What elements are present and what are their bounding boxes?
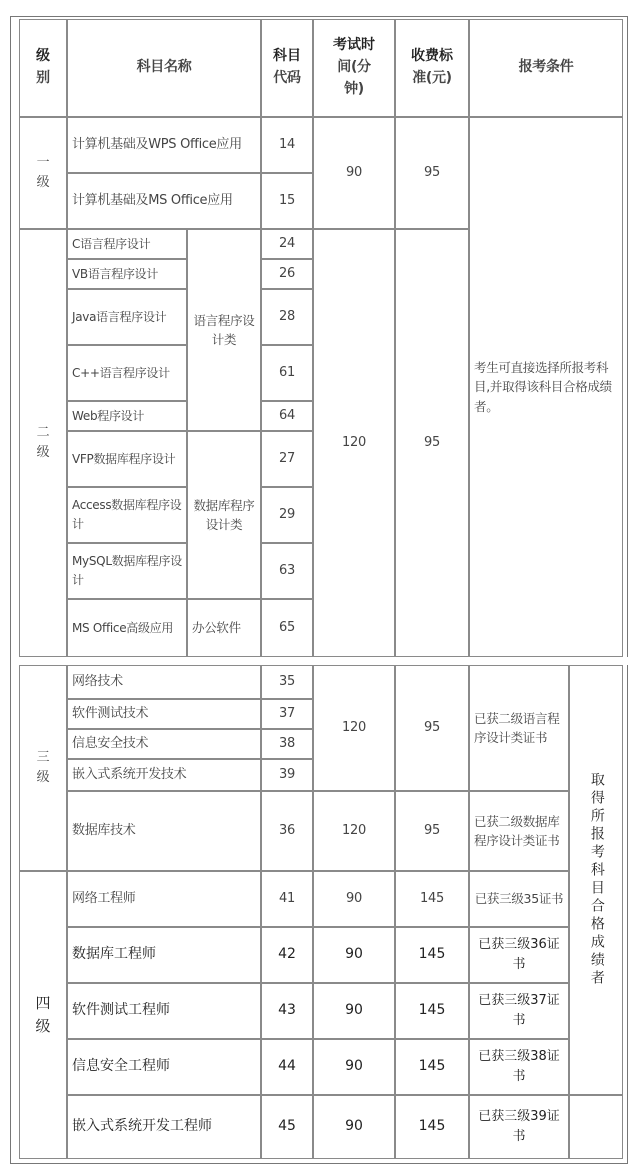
- level1-time: 90: [313, 117, 395, 229]
- level4-row1-time: 90: [313, 871, 395, 927]
- level2-row-mysql: MySQL数据库程序设计: [67, 543, 187, 599]
- level2-condition: 考生可直接选择所报考科目,并取得该科目合格成绩者。: [469, 117, 623, 657]
- level3-label: [19, 665, 67, 871]
- header-level-line2: 别: [36, 70, 50, 86]
- level2-code-java: 28: [261, 289, 313, 345]
- header-fee-line2: 准(元): [412, 70, 452, 86]
- level4-label: [19, 871, 67, 1159]
- level2-code-access: 29: [261, 487, 313, 543]
- level1-row2-code: 15: [261, 173, 313, 229]
- level3-row-network: 网络技术: [67, 665, 261, 699]
- level4-row5-time: 90: [313, 1095, 395, 1159]
- level4-row2-condition: 已获三级36证书: [469, 927, 569, 983]
- level3-group-a-fee: 95: [395, 665, 469, 791]
- header-name: 科目名称: [67, 19, 261, 117]
- level4-row5-code: 45: [261, 1095, 313, 1159]
- level4-row4-time: 90: [313, 1039, 395, 1095]
- exam-table: [10, 16, 628, 1164]
- level4-row4-name: 信息安全工程师: [67, 1039, 261, 1095]
- level4-row4-condition: 已获三级38证书: [469, 1039, 569, 1095]
- level3-row-testing: 软件测试技术: [67, 699, 261, 729]
- header-code-line2: 代码: [273, 70, 301, 86]
- level1-row1-code: 14: [261, 117, 313, 173]
- level2-row-access: Access数据库程序设计: [67, 487, 187, 543]
- level1-label-line1: 一: [36, 154, 50, 170]
- level4-row5-name: 嵌入式系统开发工程师: [67, 1095, 261, 1159]
- level4-row1-code: 41: [261, 871, 313, 927]
- level2-code-cpp: 61: [261, 345, 313, 401]
- level4-label-line2: 级: [35, 1017, 51, 1035]
- level3-code-database: 36: [261, 791, 313, 871]
- level1-fee: 95: [395, 117, 469, 229]
- level4-row4-fee: 145: [395, 1039, 469, 1095]
- header-time-line3: 钟): [344, 80, 364, 97]
- level4-row2-code: 42: [261, 927, 313, 983]
- header-fee: [395, 19, 469, 117]
- level3-group-a-condition: 已获二级语言程序设计类证书: [469, 665, 569, 791]
- level2-code-msoffice: 65: [261, 599, 313, 657]
- level3-row-embedded: 嵌入式系统开发技术: [67, 759, 261, 791]
- level2-code-vb: 26: [261, 259, 313, 289]
- level4-row2-time: 90: [313, 927, 395, 983]
- level1-row1-name: 计算机基础及WPS Office应用: [67, 117, 261, 173]
- header-level-line1: 级: [36, 48, 50, 65]
- level3-row-security: 信息安全技术: [67, 729, 261, 759]
- level4-row3-time: 90: [313, 983, 395, 1039]
- level4-row3-fee: 145: [395, 983, 469, 1039]
- level3-4-side-condition: 取得所报考科目合格成绩者: [569, 665, 623, 1095]
- level3-code-embedded: 39: [261, 759, 313, 791]
- level3-group-a-time: 120: [313, 665, 395, 791]
- level3-group-b-fee: 95: [395, 791, 469, 871]
- level2-code-c: 24: [261, 229, 313, 259]
- level4-row1-condition: 已获三级35证书: [469, 871, 569, 927]
- header-time-line1: 考试时: [333, 37, 375, 54]
- level2-row-cpp: C++语言程序设计: [67, 345, 187, 401]
- level4-row4-code: 44: [261, 1039, 313, 1095]
- level2-fee: 95: [395, 229, 469, 657]
- level2-label-line2: 级: [36, 445, 50, 460]
- table-gap: [11, 657, 629, 665]
- header-code: [261, 19, 313, 117]
- level2-group-office: 办公软件: [187, 599, 261, 657]
- header-fee-line1: 收费标: [411, 48, 453, 65]
- level3-code-network: 35: [261, 665, 313, 699]
- level1-label: [19, 117, 67, 229]
- level4-row3-condition: 已获三级37证书: [469, 983, 569, 1039]
- level4-row1-fee: 145: [395, 871, 469, 927]
- header-time: [313, 19, 395, 117]
- level2-code-mysql: 63: [261, 543, 313, 599]
- level4-side-empty: [569, 1095, 623, 1159]
- level3-code-security: 38: [261, 729, 313, 759]
- level2-group-language: 语言程序设计类: [187, 229, 261, 431]
- level4-row3-name: 软件测试工程师: [67, 983, 261, 1039]
- level2-row-msoffice: MS Office高级应用: [67, 599, 187, 657]
- header-level: [19, 19, 67, 117]
- level4-label-line1: 四: [35, 993, 51, 1012]
- level2-row-vb: VB语言程序设计: [67, 259, 187, 289]
- header-condition: 报考条件: [469, 19, 623, 117]
- level1-label-line2: 级: [36, 175, 50, 190]
- level2-code-web: 64: [261, 401, 313, 431]
- level3-group-b-condition: 已获二级数据库程序设计类证书: [469, 791, 569, 871]
- level4-row3-code: 43: [261, 983, 313, 1039]
- level1-row2-name: 计算机基础及MS Office应用: [67, 173, 261, 229]
- level2-row-java: Java语言程序设计: [67, 289, 187, 345]
- level3-label-line2: 级: [36, 770, 50, 785]
- level4-row5-fee: 145: [395, 1095, 469, 1159]
- level3-group-b-time: 120: [313, 791, 395, 871]
- level2-row-vfp: VFP数据库程序设计: [67, 431, 187, 487]
- level2-row-web: Web程序设计: [67, 401, 187, 431]
- level4-row1-name: 网络工程师: [67, 871, 261, 927]
- level2-group-database: 数据库程序设计类: [187, 431, 261, 599]
- level4-row5-condition: 已获三级39证书: [469, 1095, 569, 1159]
- level2-time: 120: [313, 229, 395, 657]
- level4-row2-fee: 145: [395, 927, 469, 983]
- level2-row-c: C语言程序设计: [67, 229, 187, 259]
- level2-label: [19, 229, 67, 657]
- header-code-line1: 科目: [273, 48, 301, 65]
- header-time-line2: 间(分: [337, 59, 371, 76]
- level2-code-vfp: 27: [261, 431, 313, 487]
- level3-row-database: 数据库技术: [67, 791, 261, 871]
- level2-label-line1: 二: [36, 424, 50, 440]
- level3-code-testing: 37: [261, 699, 313, 729]
- level4-row2-name: 数据库工程师: [67, 927, 261, 983]
- level3-label-line1: 三: [36, 749, 50, 765]
